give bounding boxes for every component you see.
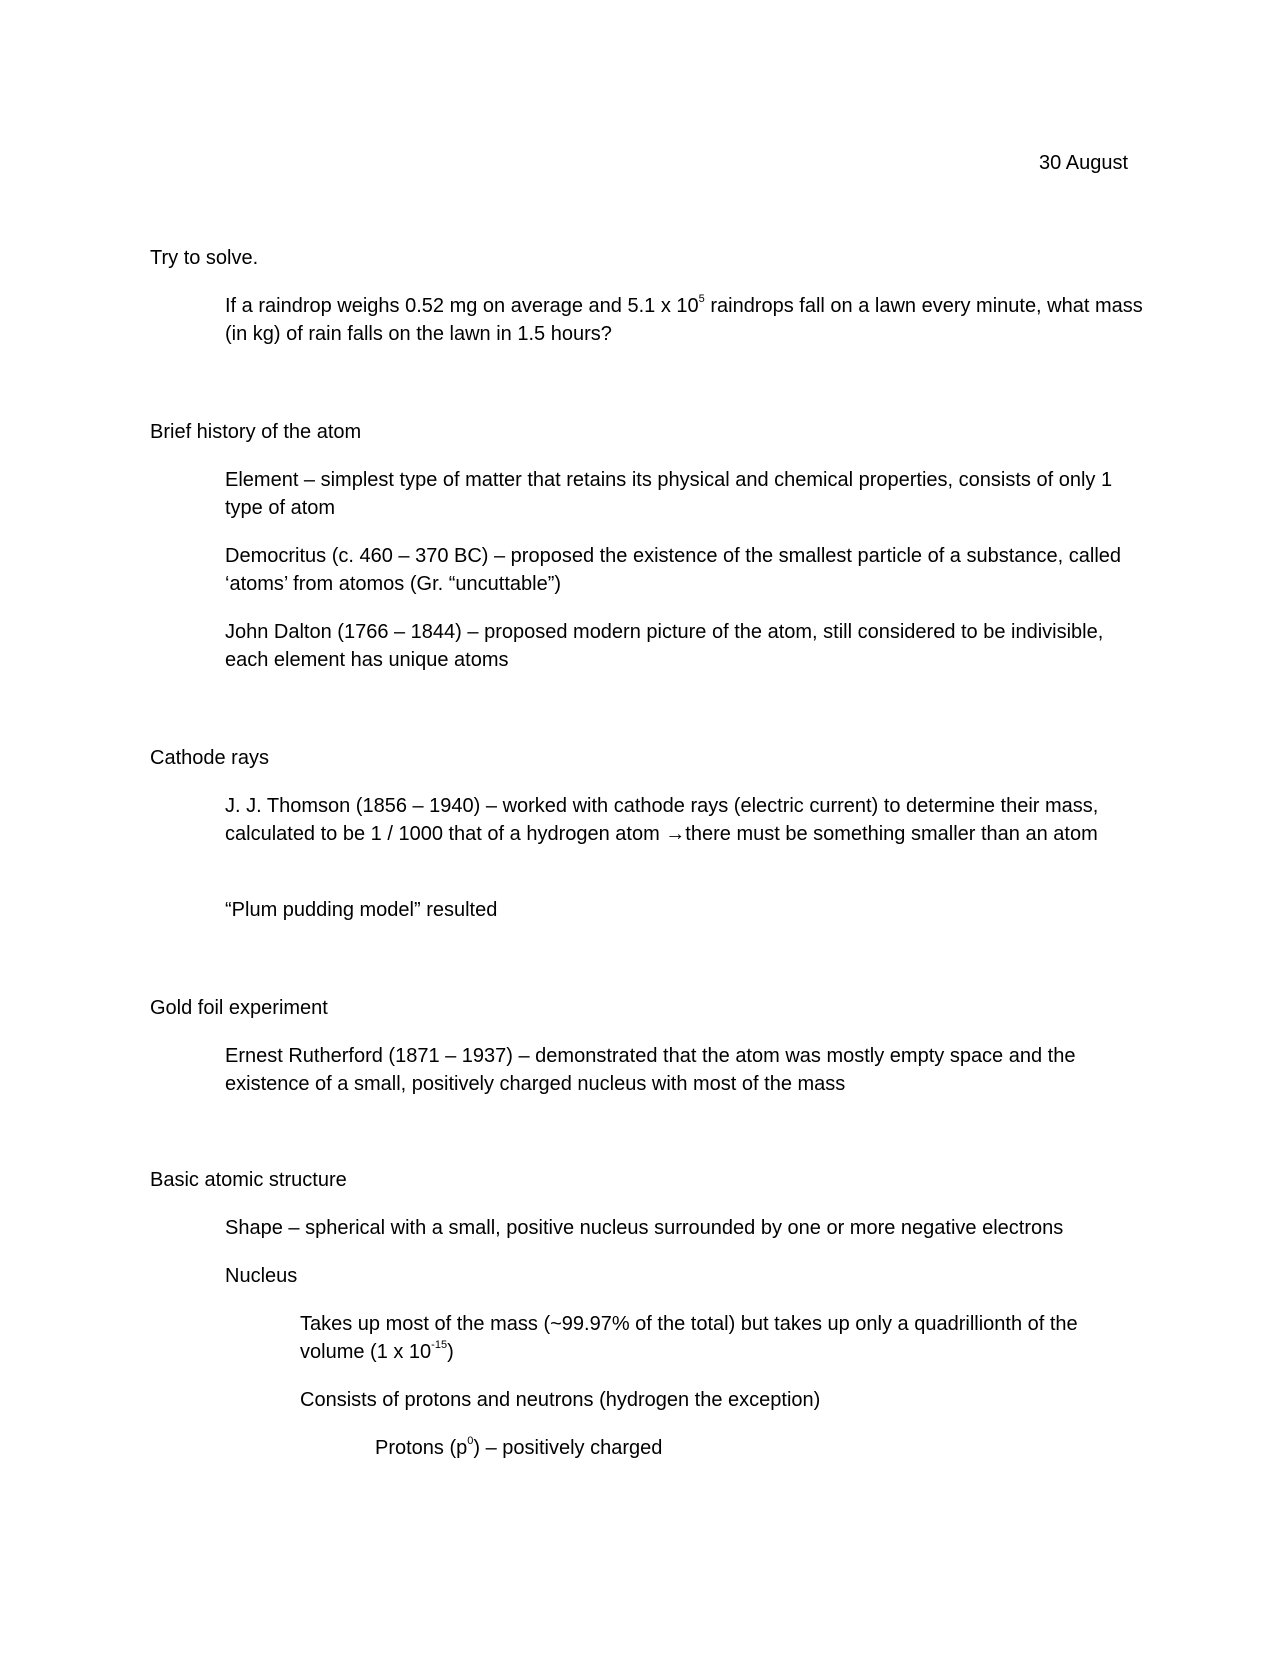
practice-problem [225, 292, 1145, 348]
problem-text-post: raindrops fall on a lawn every minute, what mass (in kg) of rain falls on the lawn in 1.5 hours? [225, 295, 1143, 345]
section-heading-cathode-rays: Cathode rays [150, 747, 269, 769]
problem-text-pre: If a raindrop weighs 0.52 mg on average and 5.1 x 10 [225, 295, 699, 317]
problem-exponent: 5 [698, 293, 705, 306]
protons-post: ) – positively charged [473, 1437, 663, 1459]
nucleus-mass-pre: Takes up most of the mass (~99.97% of the total) but takes up only a quadrillionth of the volume (1 x 10 [300, 1313, 1078, 1363]
section-heading-atomic-structure: Basic atomic structure [150, 1169, 347, 1191]
paragraph-dalton: John Dalton (1766 – 1844) – proposed modern picture of the atom, still considered to be indivisible, each element has unique atoms [225, 621, 1104, 671]
paragraph-nucleus: Nucleus [225, 1265, 298, 1287]
nucleus-mass-post: ) [447, 1341, 454, 1363]
date-header: 30 August [1039, 152, 1128, 174]
paragraph-protons [375, 1434, 1145, 1462]
section-heading-try-to-solve: Try to solve. [150, 247, 259, 269]
paragraph-nucleus-mass [300, 1310, 1145, 1366]
protons-pre: Protons (p [375, 1437, 468, 1459]
nucleus-mass-exponent: -15 [431, 1339, 448, 1352]
paragraph-shape: Shape – spherical with a small, positive nucleus surrounded by one or more negative electrons [225, 1217, 1064, 1239]
paragraph-nucleus-composition: Consists of protons and neutrons (hydrogen the exception) [300, 1389, 821, 1411]
paragraph-thomson: J. J. Thomson (1856 – 1940) – worked with cathode rays (electric current) to determine their mass, calculated to be 1 / 1000 that of a hydrogen atom →there must be something smaller than an atom [225, 795, 1099, 845]
section-heading-history: Brief history of the atom [150, 421, 362, 443]
paragraph-democritus: Democritus (c. 460 – 370 BC) – proposed the existence of the smallest particle of a substance, called ‘atoms’ from atomos (Gr. “uncuttable”) [225, 545, 1122, 595]
paragraph-element-definition: Element – simplest type of matter that retains its physical and chemical properties, consists of only 1 type of atom [225, 469, 1113, 519]
paragraph-rutherford: Ernest Rutherford (1871 – 1937) – demonstrated that the atom was mostly empty space and the existence of a small, positively charged nucleus with most of the mass [225, 1045, 1076, 1095]
paragraph-plum-pudding: “Plum pudding model” resulted [225, 899, 498, 921]
protons-superscript: 0 [467, 1435, 474, 1448]
section-heading-gold-foil: Gold foil experiment [150, 997, 328, 1019]
